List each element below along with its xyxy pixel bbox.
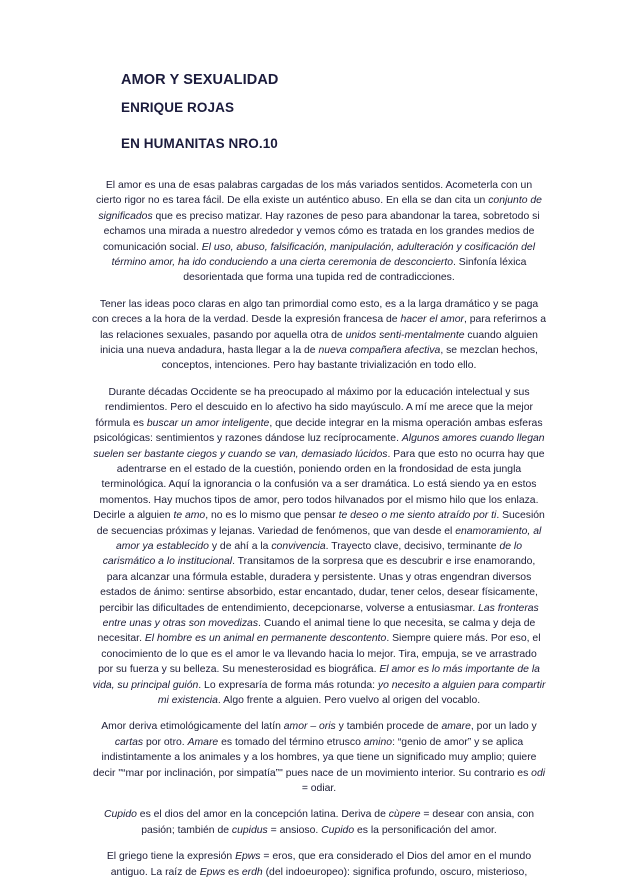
text-run: . Trayecto clave, decisivo, terminante	[325, 540, 500, 552]
document-source: EN HUMANITAS NRO.10	[121, 136, 278, 151]
text-line	[4, 447, 634, 462]
text-run: Amor deriva etimológicamente del latín	[101, 721, 284, 733]
text-line	[4, 431, 634, 446]
text-run: y de ahí a la	[208, 540, 272, 552]
italic-text: término amor, ha ido conduciendo a una cierta ceremonia de desconcierto	[111, 257, 453, 269]
italic-text: Cupido	[321, 824, 355, 836]
text-line	[4, 297, 634, 312]
italic-text: mi existencia	[157, 695, 218, 706]
italic-text: convivencia	[271, 540, 326, 552]
text-line	[4, 385, 634, 400]
text-run: , no es lo mismo que pensar	[205, 510, 339, 522]
text-line	[4, 224, 634, 239]
text-run: = odiar.	[301, 783, 337, 795]
text-line	[4, 570, 634, 585]
text-line	[4, 343, 634, 358]
text-run: , se mezclan hechos,	[440, 345, 538, 357]
italic-text: buscar un amor inteligente	[146, 417, 270, 429]
text-run: y también procede de	[335, 721, 442, 733]
text-line	[4, 255, 634, 270]
document-title: AMOR Y SEXUALIDAD	[121, 72, 279, 88]
text-run: con creces a la hora de la verdad. Desde la expresión francesa de	[92, 314, 401, 326]
text-line	[4, 766, 634, 781]
text-run: desorientada que forma una tupida red de contradicciones.	[183, 272, 455, 284]
text-run: decir "“mar por inclinación, por simpatía”" pues nace de un movimiento interior. Su contrario es	[92, 767, 532, 779]
italic-text: El hombre es un animal en permanente descontento	[144, 633, 387, 645]
text-run: adentrarse en el estado de la cuestión, poniendo orden en la frondosidad de esta jungla	[116, 463, 522, 475]
text-line	[4, 735, 634, 750]
text-run: (del indoeuropeo): significa profundo, oscuro, misterioso,	[262, 866, 528, 878]
text-line	[4, 477, 634, 492]
text-run: Durante décadas Occidente se ha preocupado al máximo por la educación intelectual y sus	[108, 386, 530, 398]
text-run: de secuencias próximas y lejanas. Variedad de fenómenos, que van desde el	[96, 525, 456, 537]
body-paragraph	[4, 297, 634, 374]
text-run: , por un lado y	[470, 721, 537, 733]
text-line	[4, 585, 634, 600]
text-run: pasión; también de	[141, 824, 232, 836]
text-line	[4, 781, 634, 796]
text-run: cierto rigor no es tarea fácil. De ella existe un auténtico abuso. En ella se dan cita un	[96, 195, 489, 207]
text-line	[4, 678, 634, 693]
text-line	[4, 647, 634, 662]
italic-text: te amo	[173, 510, 206, 522]
text-run: . Sinfonía léxica	[453, 257, 527, 269]
text-run: cuando alguien	[464, 329, 538, 341]
text-line	[4, 193, 634, 208]
text-run: Tener las ideas poco claras en algo tan primordial como esto, es a la larga dramático y se paga	[99, 298, 539, 310]
text-run: echamos una mirada a nuestro alrededor y vemos cómo es tratada en los grandes medios de	[103, 226, 535, 238]
text-run: Decirle a alguien	[93, 510, 174, 522]
text-run: . Cuando el animal tiene lo que necesita, se calma y deja de	[258, 617, 536, 629]
italic-text: de lo	[499, 540, 523, 552]
text-run: : “genio de amor” y se aplica	[392, 736, 524, 748]
text-run: conocimiento de lo que es el amor le va llevando hacia lo mejor. Tira, empuja, se ve arrastrado	[101, 648, 537, 660]
text-run: El griego tiene la expresión	[106, 851, 236, 863]
text-run: es tomado del término etrusco	[218, 736, 364, 748]
italic-text: significados	[98, 210, 153, 222]
text-run: conceptos, intenciones. Pero hay bastante trivialización en todo ello.	[161, 360, 477, 372]
italic-text: Epws	[235, 851, 261, 863]
text-run: fórmula es	[95, 417, 147, 429]
text-line	[4, 462, 634, 477]
text-line	[4, 662, 634, 677]
italic-text: amino	[363, 736, 393, 748]
italic-text: entre unas y otras son movedizas	[102, 617, 259, 629]
text-run: terminológica. Aquí la ignorancia o la confusión va a ser dramática. Lo está siendo ya en estos	[101, 479, 537, 491]
italic-text: cartas	[114, 736, 144, 748]
text-line	[4, 865, 634, 880]
text-run: antiguo. La raíz de	[110, 866, 200, 878]
italic-text: cùpere	[388, 809, 421, 821]
italic-text: Algunos amores cuando llegan	[401, 433, 545, 445]
text-run: . Siempre quiere más. Por eso, el	[386, 633, 541, 645]
text-run: rendimientos. Pero el descuido en lo afectivo ha sido mayúsculo. A mí me arece que la mejor	[105, 402, 533, 414]
text-run: por otro.	[143, 736, 188, 748]
text-line	[4, 554, 634, 569]
italic-text: yo necesito a alguien para compartir	[377, 679, 546, 691]
body-paragraph	[4, 178, 634, 286]
italic-text: Las fronteras	[478, 602, 539, 614]
text-line	[4, 312, 634, 327]
text-line	[4, 631, 634, 646]
text-run: las relaciones sexuales, pasando por aquella otra de	[100, 329, 346, 341]
italic-text: amor ya establecido	[115, 540, 209, 552]
text-line	[4, 209, 634, 224]
text-line	[4, 823, 634, 838]
text-run: . Algo frente a alguien. Pero vuelvo al origen del vocablo.	[217, 695, 481, 706]
text-line	[4, 693, 634, 708]
text-run: , que decide integrar en la misma operación ambas esferas	[269, 417, 543, 429]
text-line	[4, 616, 634, 631]
text-run: . Sucesión	[496, 510, 545, 522]
text-run: es	[225, 866, 242, 878]
italic-text: amor – oris	[283, 721, 336, 733]
italic-text: unidos senti-mentalmente	[345, 329, 465, 341]
italic-text: vida, su principal guión	[92, 679, 199, 691]
italic-text: Amare	[187, 736, 219, 748]
text-run: por su fuerza y su belleza. Su menesterosidad es biográfica.	[98, 664, 380, 676]
text-run: que es preciso matizar. Hay razones de peso para abandonar la tarea, sobretodo si	[152, 210, 540, 222]
italic-text: enamoramiento, al	[455, 525, 542, 537]
text-run: = eros, que era considerado el Dios del amor en el mundo	[260, 851, 532, 863]
text-run: para alcanzar una fórmula estable, duradera y persistente. Unas y otras engendran diversos	[106, 571, 532, 583]
text-line	[4, 358, 634, 373]
text-line	[4, 328, 634, 343]
text-line	[4, 719, 634, 734]
text-run: es el dios del amor en la concepción latina. Deriva de	[136, 809, 389, 821]
text-run: comunicación social.	[102, 241, 202, 253]
body-paragraph	[4, 807, 634, 838]
text-line	[4, 601, 634, 616]
text-run: indistintamente a los animales y a los hombres, ya que tiene un significado muy amplio; quiere	[101, 752, 537, 764]
italic-text: El uso, abuso, falsificación, manipulación, adulteración y cosificación del	[201, 241, 536, 253]
text-line	[4, 807, 634, 822]
text-run: , para referirnos a	[463, 314, 546, 326]
text-line	[4, 416, 634, 431]
italic-text: Cupido	[103, 809, 137, 821]
text-line	[4, 849, 634, 864]
text-line	[4, 750, 634, 765]
body-paragraph	[4, 849, 634, 880]
text-run: psicológicas: sentimientos y razones dándose luz recíprocamente.	[93, 433, 402, 445]
text-run: El amor es una de esas palabras cargadas de los más variados sentidos. Acometerla con un	[105, 180, 533, 191]
text-line	[4, 240, 634, 255]
body-paragraph	[4, 719, 634, 796]
text-line	[4, 539, 634, 554]
text-run: = ansioso.	[267, 824, 322, 836]
text-run: . Para que esto no ocurra hay que	[387, 448, 545, 460]
text-run: . Transitamos de la sorpresa que es descubrir e irse enamorando,	[232, 556, 536, 568]
text-line	[4, 524, 634, 539]
text-line	[4, 270, 634, 285]
text-line	[4, 508, 634, 523]
italic-text: odi	[531, 767, 546, 779]
text-run: estados de ánimo: sentirse absorbido, estar encantado, dudar, tener celos, desear físicamente,	[100, 587, 538, 599]
text-run: percibir las dificultades de entendimiento, decepcionarse, volverse a entusiasmar.	[99, 602, 479, 614]
text-run: = desear con ansia, con	[420, 809, 535, 821]
italic-text: hacer el amor	[400, 314, 464, 326]
italic-text: amare	[441, 721, 471, 733]
italic-text: El amor es lo más importante de la	[379, 664, 540, 676]
document-body	[4, 178, 634, 891]
italic-text: Epws	[199, 866, 226, 878]
text-line	[4, 400, 634, 415]
text-line	[4, 493, 634, 508]
text-run: . Lo expresaría de forma más rotunda:	[198, 679, 378, 691]
text-run: momentos. Hay muchos tipos de amor, pero todos hilvanados por el mismo hilo que los enlaza.	[99, 494, 539, 506]
body-paragraph	[4, 385, 634, 709]
italic-text: nueva compañera afectiva	[318, 345, 441, 357]
document-author: ENRIQUE ROJAS	[121, 100, 235, 115]
text-run: es la personificación del amor.	[354, 824, 497, 836]
italic-text: te deseo o me siento atraído por ti	[338, 510, 497, 522]
text-run: inicia una nueva andadura, hasta llegar a la de	[100, 345, 319, 357]
italic-text: suelen ser bastante ciegos y cuando se van, demasiado lúcidos	[93, 448, 388, 460]
italic-text: cupidus	[231, 824, 268, 836]
italic-text: carismático a lo institucional	[102, 556, 233, 568]
italic-text: erdh	[241, 866, 263, 878]
italic-text: conjunto de	[488, 195, 542, 207]
text-line	[4, 178, 634, 193]
text-run: necesitar.	[97, 633, 145, 645]
